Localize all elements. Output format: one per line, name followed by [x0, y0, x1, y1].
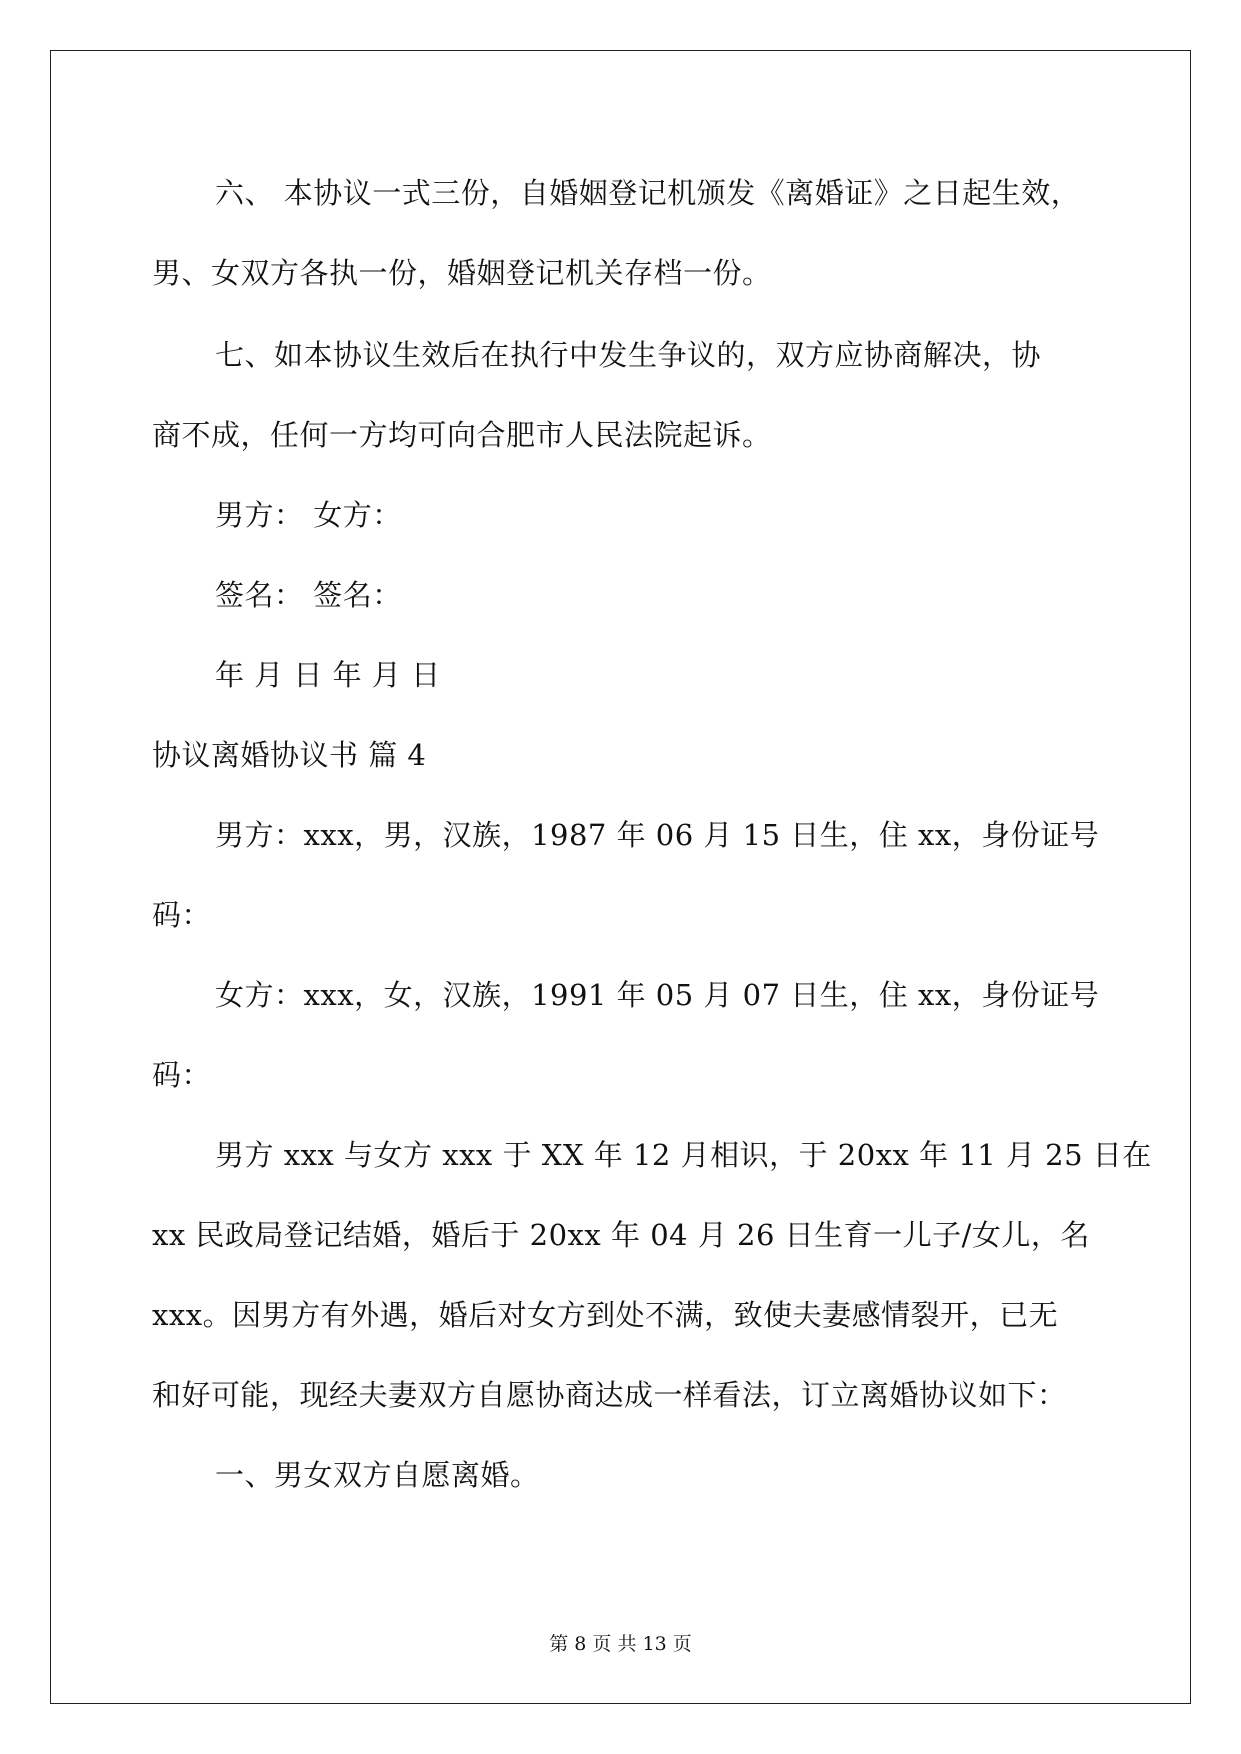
- paragraph-line: 码：: [152, 898, 212, 932]
- paragraph-line: 男、女双方各执一份，婚姻登记机关存档一份。: [152, 256, 772, 290]
- paragraph-line: 码：: [152, 1058, 212, 1092]
- paragraph-line: 商不成，任何一方均可向合肥市人民法院起诉。: [152, 418, 772, 452]
- paragraph-line: xxx。因男方有外遇，婚后对女方到处不满，致使夫妻感情裂开，已无: [152, 1298, 1059, 1332]
- paragraph-line: xx 民政局登记结婚，婚后于 20xx 年 04 月 26 日生育一儿子/女儿，名: [152, 1218, 1090, 1252]
- paragraph-line: 和好可能，现经夫妻双方自愿协商达成一样看法，订立离婚协议如下：: [152, 1378, 1067, 1412]
- section-heading: 协议离婚协议书 篇 4: [152, 738, 427, 772]
- paragraph-line: 男方 xxx 与女方 xxx 于 XX 年 12 月相识，于 20xx 年 11 月 25 日在: [215, 1138, 1152, 1172]
- signature-labels: 签名： 签名：: [215, 578, 402, 612]
- page-frame: [50, 50, 1191, 1704]
- paragraph-line: 六、 本协议一式三份，自婚姻登记机颁发《离婚证》之日起生效，: [215, 176, 1081, 210]
- signature-party-labels: 男方： 女方：: [215, 498, 402, 532]
- paragraph-line: 一、男女双方自愿离婚。: [215, 1458, 540, 1492]
- paragraph-line: 女方：xxx，女，汉族，1991 年 05 月 07 日生，住 xx，身份证号: [215, 978, 1100, 1012]
- date-labels: 年 月 日 年 月 日: [215, 658, 441, 692]
- paragraph-line: 男方：xxx，男，汉族，1987 年 06 月 15 日生，住 xx，身份证号: [215, 818, 1100, 852]
- page-footer: 第 8 页 共 13 页: [549, 1633, 692, 1655]
- paragraph-line: 七、如本协议生效后在执行中发生争议的，双方应协商解决，协: [215, 338, 1042, 372]
